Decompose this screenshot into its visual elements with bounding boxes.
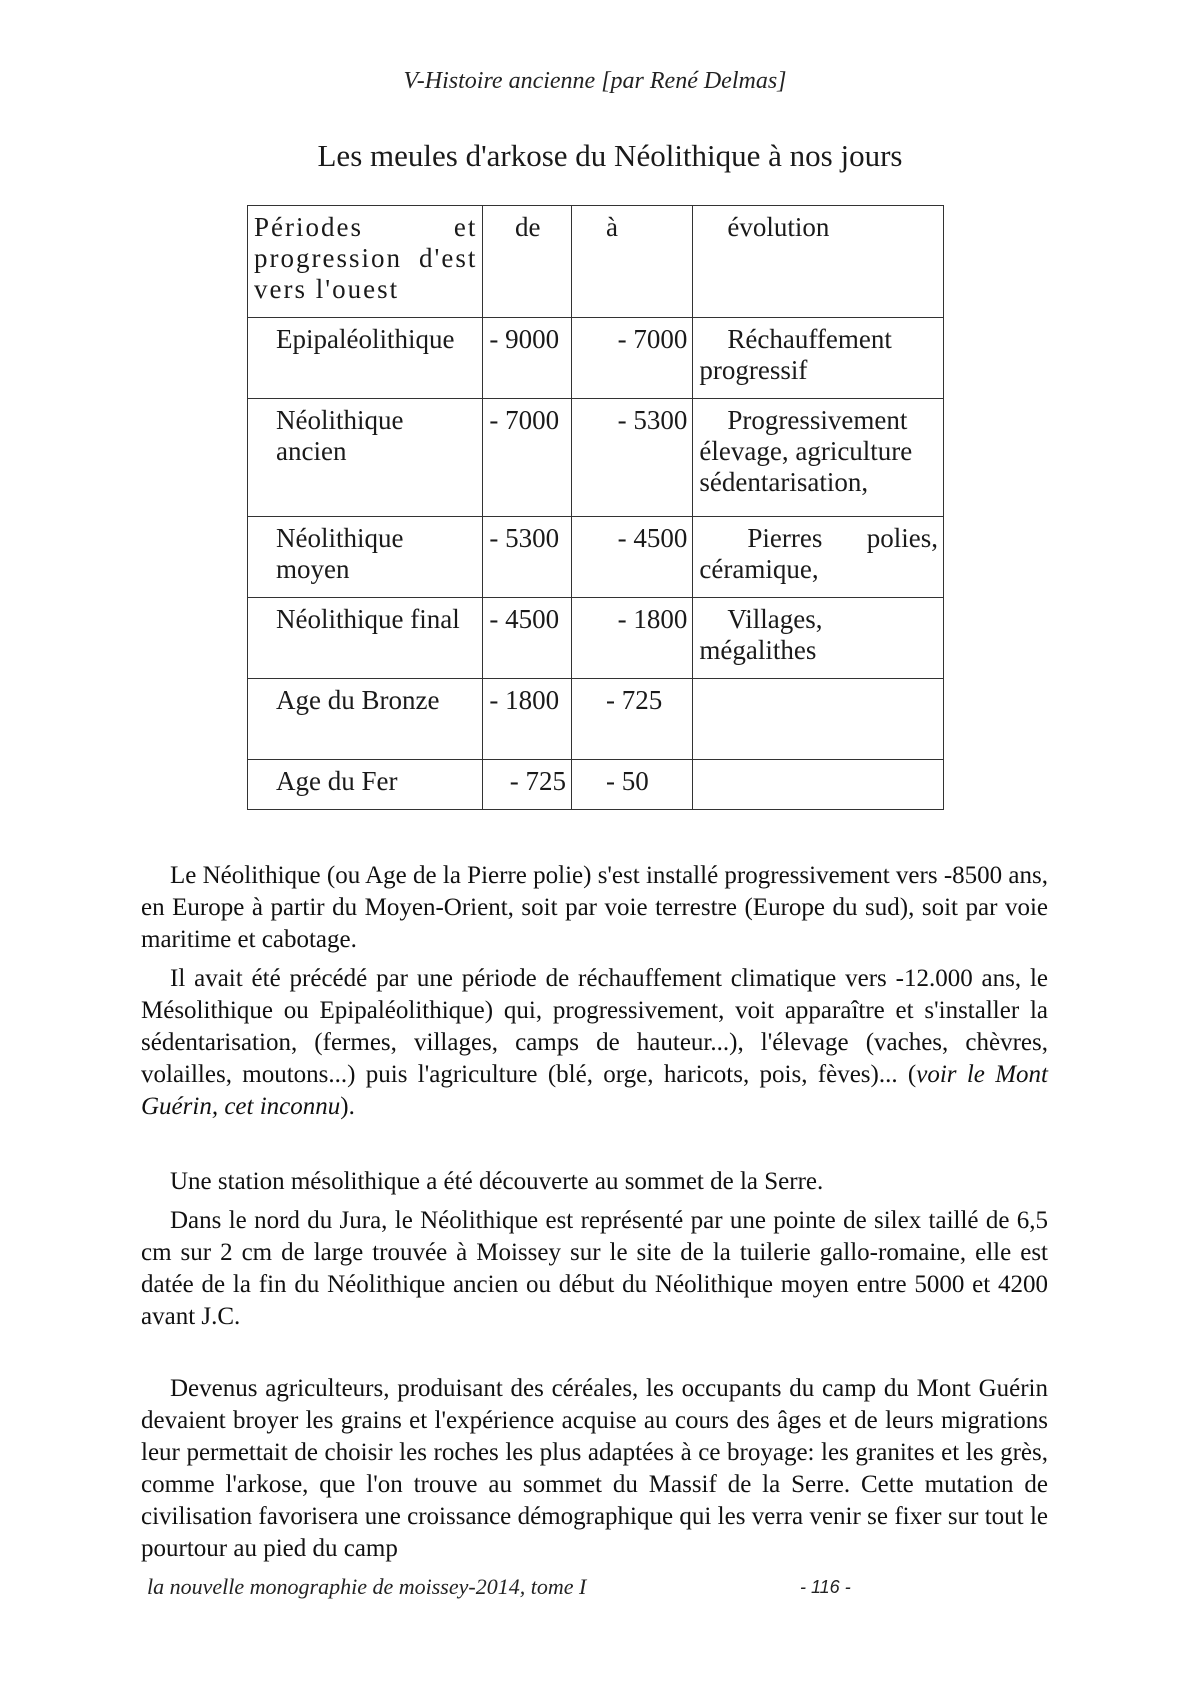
page-title: Les meules d'arkose du Néolithique à nos jours [317, 138, 903, 173]
evolution-cell [693, 760, 944, 810]
table-row [248, 318, 944, 399]
paragraph-block-3 [141, 1373, 1048, 1565]
from-cell: - 5300 [483, 517, 572, 598]
period-cell: Néolithique final [248, 598, 483, 679]
cross-reference: voir le Mont Guérin, cet inconnu [141, 1061, 1048, 1120]
from-cell: - 7000 [483, 399, 572, 517]
table-row [248, 399, 944, 517]
from-cell: - 9000 [483, 318, 572, 399]
paragraph: Dans le nord du Jura, le Néolithique est représenté par une pointe de silex taillé de 6,5 cm sur 2 cm de large trouvée à Moissey sur le site de la tuilerie gallo-romaine, elle est datée de la fin du Néolithique ancien ou début du Néolithique moyen entre 5000 et 4200 avant J.C. [141, 1207, 1048, 1330]
paragraph-block-2 [141, 1166, 1048, 1333]
header-periods: Périodes et progression d'est vers l'ouest [248, 206, 483, 318]
paragraph-text: Il avait été précédé par une période de réchauffement climatique vers -12.000 ans, le Mésolithique ou Epipaléolithique) qui, progressivement, voit apparaître et s'installer la sédentarisation, (fermes, villages, camps de hauteur...), l'élevage (vaches, chèvres, volailles, moutons...) puis l'agriculture (blé, orge, haricots, pois, fèves)... ( [141, 965, 1048, 1088]
to-cell: - 725 [572, 679, 693, 760]
period-cell: Epipaléolithique [248, 318, 483, 399]
table-row [248, 679, 944, 760]
period-cell: Néolithique ancien [248, 399, 483, 517]
to-cell: - 50 [572, 760, 693, 810]
header-to: à [572, 206, 693, 318]
table-row [248, 517, 944, 598]
running-header: V-Histoire ancienne [par René Delmas] [403, 68, 787, 94]
table-header-row [248, 206, 944, 318]
evolution-cell: Réchauffement progressif [693, 318, 944, 399]
table-row [248, 598, 944, 679]
footer-publication: la nouvelle monographie de moissey-2014, tome I [147, 1574, 587, 1599]
evolution-cell [693, 679, 944, 760]
evolution-cell: Villages, mégalithes [693, 598, 944, 679]
paragraph-text: ). [340, 1093, 355, 1120]
chronology-table [247, 205, 944, 810]
period-cell: Age du Fer [248, 760, 483, 810]
paragraph: Le Néolithique (ou Age de la Pierre polie) s'est installé progressivement vers -8500 ans, en Europe à partir du Moyen-Orient, soit par voie terrestre (Europe du sud), soit par voie maritime et cabotage. [141, 862, 1048, 953]
to-cell: - 5300 [572, 399, 693, 517]
paragraph: Une station mésolithique a été découverte au sommet de la Serre. [170, 1168, 824, 1195]
period-cell: Néolithique moyen [248, 517, 483, 598]
to-cell: - 4500 [572, 517, 693, 598]
table-row [248, 760, 944, 810]
header-from: de [483, 206, 572, 318]
paragraph: Devenus agriculteurs, produisant des céréales, les occupants du camp du Mont Guérin devaient broyer les grains et l'expérience acquise au cours des âges et de leurs migrations leur permettait de choisir les roches les plus adaptées à ce broyage: les granites et les grès, comme l'arkose, que l'on trouve au sommet du Massif de la Serre. Cette mutation de civilisation favorisera une croissance démographique qui les verra venir se fixer sur tout le pourtour au pied du camp [141, 1375, 1048, 1562]
evolution-cell: Pierres polies, céramique, [693, 517, 944, 598]
to-cell: - 7000 [572, 318, 693, 399]
paragraph [141, 963, 1048, 1123]
period-cell: Age du Bronze [248, 679, 483, 760]
from-cell: - 4500 [483, 598, 572, 679]
from-cell: - 1800 [483, 679, 572, 760]
page-number: - 116 - [800, 1577, 851, 1597]
to-cell: - 1800 [572, 598, 693, 679]
paragraph-block-1 [141, 860, 1048, 1123]
evolution-cell: Progressivement élevage, agriculture sédentarisation, [693, 399, 944, 517]
from-cell: - 725 [483, 760, 572, 810]
header-evolution: évolution [693, 206, 944, 318]
